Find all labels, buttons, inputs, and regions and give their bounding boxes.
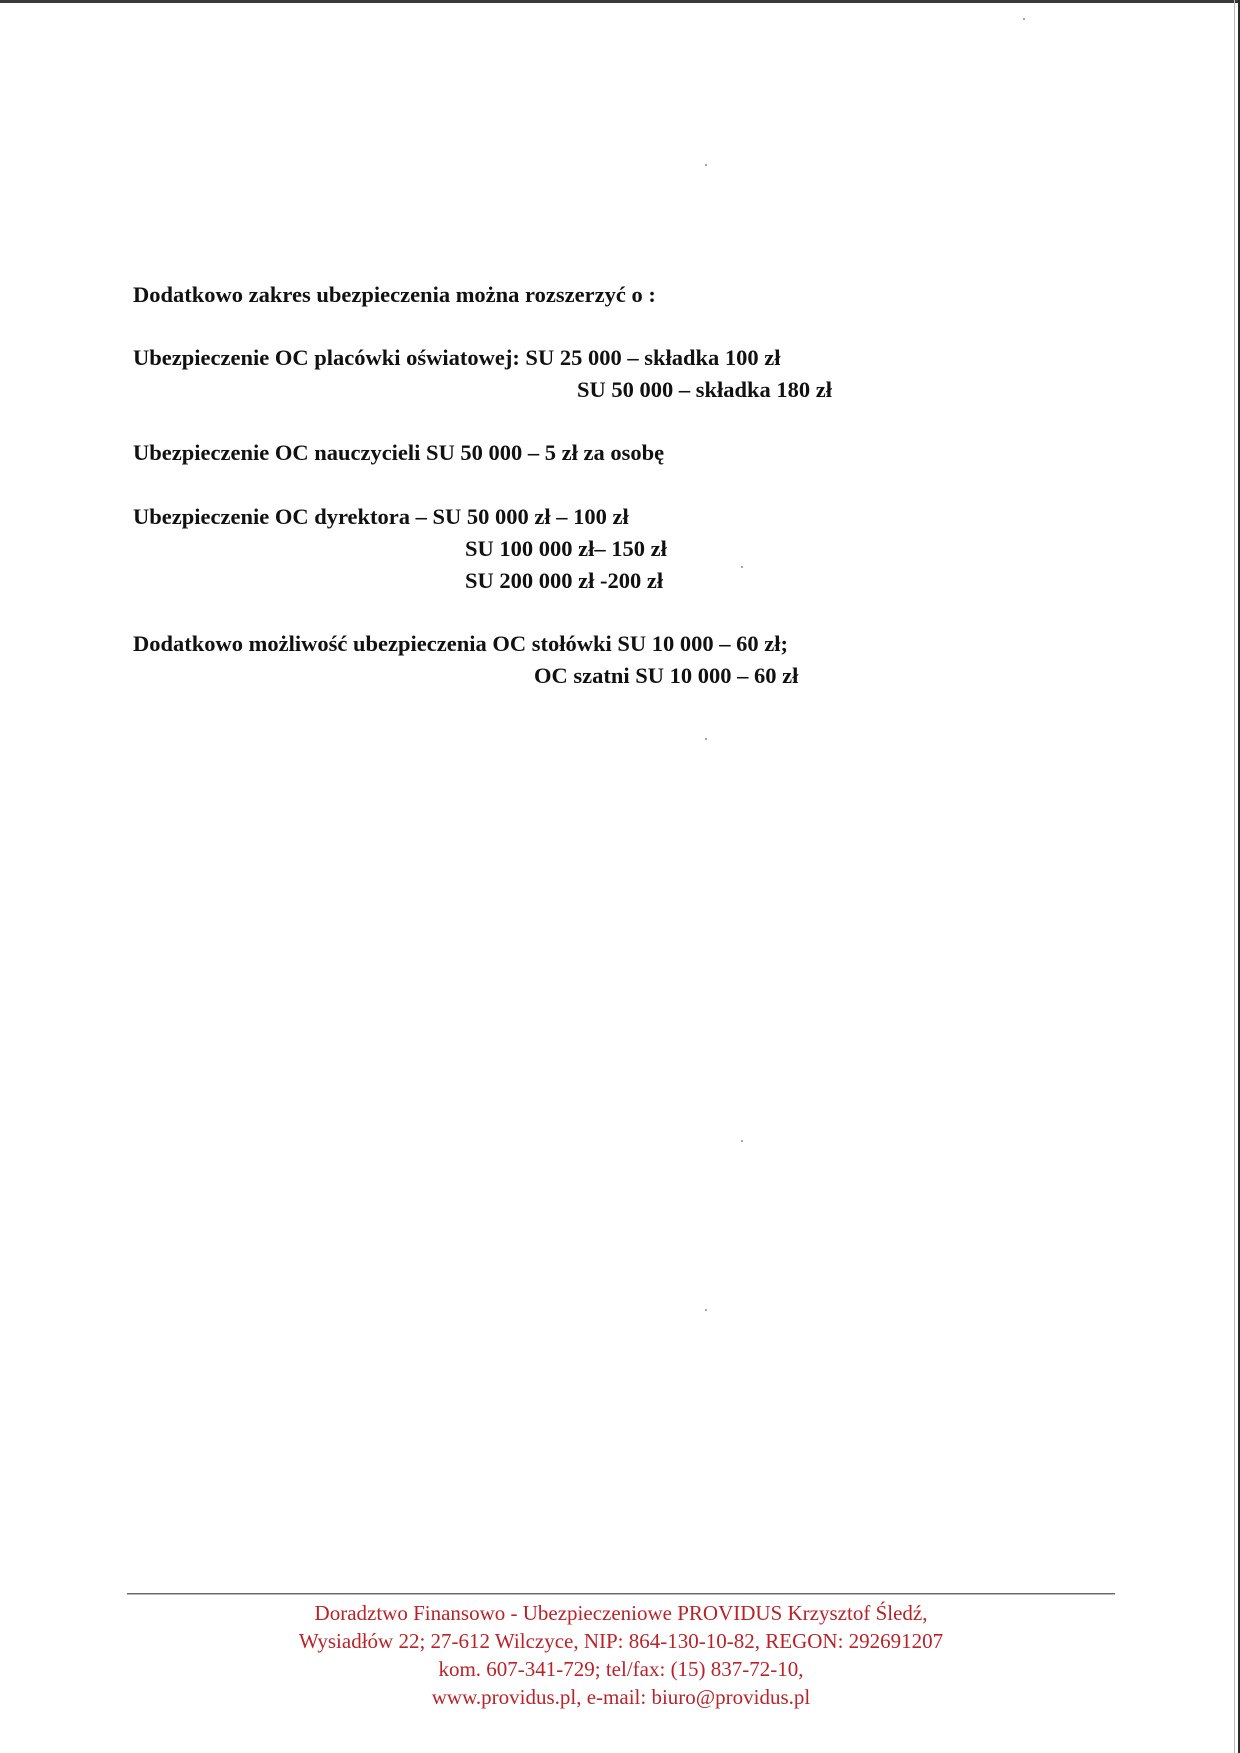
scan-speck — [705, 1309, 707, 1311]
dyrektor-line-1: Ubezpieczenie OC dyrektora – SU 50 000 zł – 100 zł — [133, 504, 629, 529]
stolowka-line-1: Dodatkowo możliwość ubezpieczenia OC stołówki SU 10 000 – 60 zł; — [133, 631, 788, 656]
scan-speck — [741, 566, 743, 568]
footer-divider — [127, 1593, 1115, 1595]
scan-speck — [1023, 18, 1025, 20]
company-footer — [127, 1599, 1115, 1711]
scan-speck — [705, 164, 707, 166]
intro-line: Dodatkowo zakres ubezpieczenia można rozszerzyć o : — [133, 282, 656, 307]
scan-right-edge-shadow — [1234, 0, 1235, 1753]
nauczyciele-line: Ubezpieczenie OC nauczycieli SU 50 000 – 5 zł za osobę — [133, 440, 665, 465]
footer-phone: kom. 607-341-729; tel/fax: (15) 837-72-10, — [438, 1657, 804, 1681]
footer-web-email: www.providus.pl, e-mail: biuro@providus.pl — [431, 1685, 811, 1709]
dyrektor-line-2: SU 100 000 zł– 150 zł — [465, 536, 667, 561]
stolowka-line-2: OC szatni SU 10 000 – 60 zł — [534, 663, 799, 688]
footer-address: Wysiadłów 22; 27-612 Wilczyce, NIP: 864-130-10-82, REGON: 292691207 — [298, 1629, 944, 1653]
dyrektor-line-3: SU 200 000 zł -200 zł — [465, 568, 664, 593]
placowka-line-1: Ubezpieczenie OC placówki oświatowej: SU 25 000 – składka 100 zł — [133, 345, 781, 370]
footer-company-name: Doradztwo Finansowo - Ubezpieczeniowe PROVIDUS Krzysztof Śledź, — [314, 1601, 928, 1625]
placowka-line-2: SU 50 000 – składka 180 zł — [577, 377, 833, 402]
scan-speck — [705, 738, 707, 740]
scan-top-edge — [0, 0, 1240, 3]
scan-speck — [741, 1140, 743, 1142]
